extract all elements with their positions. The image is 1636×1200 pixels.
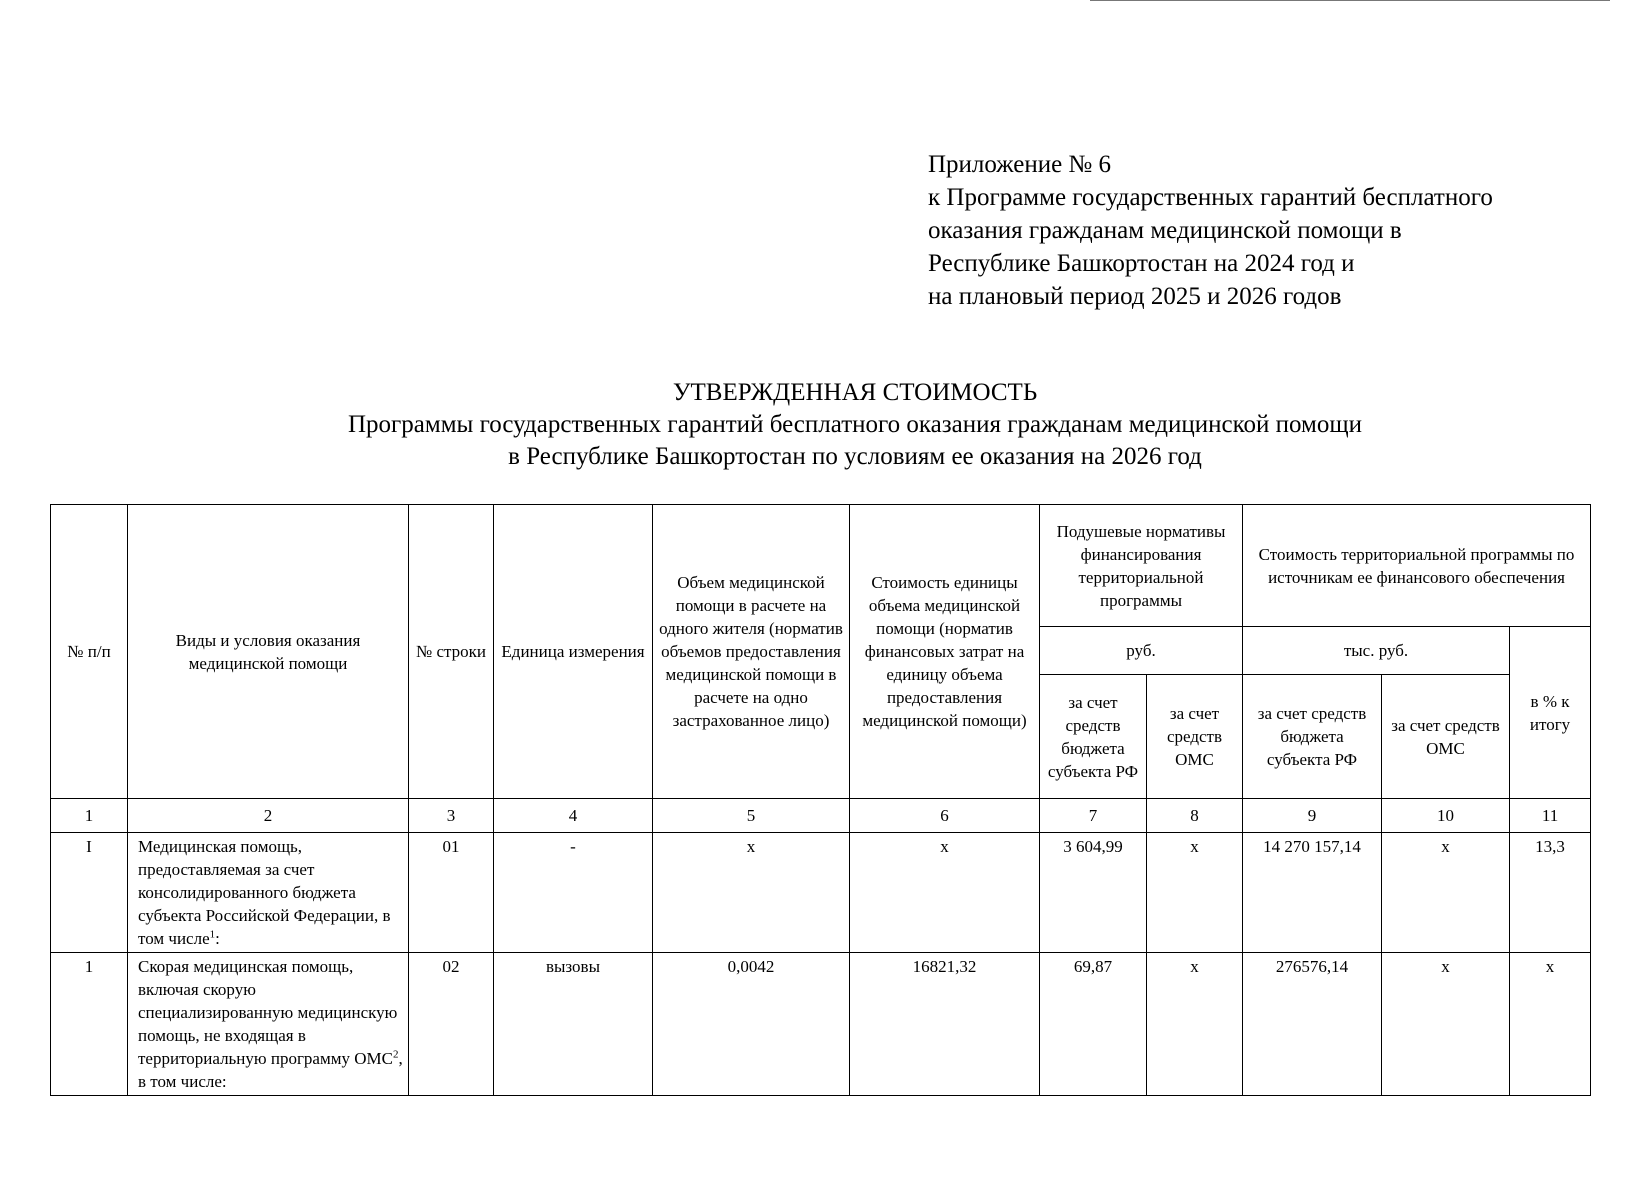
header-num: № п/п: [51, 505, 128, 799]
column-number: 10: [1382, 799, 1510, 833]
cell-type-tail: :: [215, 929, 220, 948]
title-line-3: в Республике Башкортостан по условиям ее оказания на 2026 год: [508, 443, 1202, 470]
column-number: 6: [850, 799, 1040, 833]
cell-type-tail: , в том числе:: [138, 1049, 403, 1091]
cell-unit-cost: 16821,32: [850, 953, 1040, 1096]
column-number: 2: [128, 799, 409, 833]
cell-volume: 0,0042: [653, 953, 850, 1096]
appendix-line: на плановый период 2025 и 2026 годов: [928, 283, 1342, 310]
cell-num: I: [51, 833, 128, 953]
cell-cost-budget: 14 270 157,14: [1243, 833, 1382, 953]
cell-type-text: Медицинская помощь, предоставляемая за счет консолидированного бюджета субъекта Российской Федерации, в том числе: [138, 837, 391, 948]
header-row-1: [51, 505, 1591, 627]
header-per-capita: Подушевые нормативы финансирования территориальной программы: [1040, 505, 1243, 627]
appendix-header: [928, 148, 1493, 313]
header-percent: в % к итогу: [1510, 627, 1591, 799]
column-number: 1: [51, 799, 128, 833]
appendix-line: Приложение № 6: [928, 151, 1112, 178]
cost-table: [50, 504, 1591, 1096]
cell-unit-cost: x: [850, 833, 1040, 953]
column-number: 8: [1147, 799, 1243, 833]
title-line-2: Программы государственных гарантий бесплатного оказания гражданам медицинской помощи: [348, 411, 1362, 438]
table-row: [51, 953, 1591, 1096]
cell-percent: x: [1510, 953, 1591, 1096]
column-number: 9: [1243, 799, 1382, 833]
cell-row-num: 02: [409, 953, 494, 1096]
cell-percent: 13,3: [1510, 833, 1591, 953]
column-number: 3: [409, 799, 494, 833]
table-row: [51, 833, 1591, 953]
header-oms-2: за счет средств ОМС: [1382, 675, 1510, 799]
appendix-line: оказания гражданам медицинской помощи в: [928, 217, 1402, 244]
top-rule: [1090, 0, 1610, 1]
header-budget-rf-1: за счет средств бюджета субъекта РФ: [1040, 675, 1147, 799]
cell-type: [128, 953, 409, 1096]
document-title: [0, 377, 1636, 473]
cell-per-capita-budget: 3 604,99: [1040, 833, 1147, 953]
header-row-num: № строки: [409, 505, 494, 799]
cell-row-num: 01: [409, 833, 494, 953]
cell-per-capita-budget: 69,87: [1040, 953, 1147, 1096]
cell-cost-oms: x: [1382, 953, 1510, 1096]
header-budget-rf-2: за счет средств бюджета субъекта РФ: [1243, 675, 1382, 799]
appendix-line: Республике Башкортостан на 2024 год и: [928, 250, 1355, 277]
column-number: 4: [494, 799, 653, 833]
column-number: 11: [1510, 799, 1591, 833]
footnote-mark: 1: [209, 928, 216, 941]
header-rub: руб.: [1040, 627, 1243, 675]
cell-type-text: Скорая медицинская помощь, включая скорую специализированную медицинскую помощь, не входящая в территориальную программу ОМС: [138, 957, 398, 1068]
header-thous-rub: тыс. руб.: [1243, 627, 1510, 675]
cell-volume: x: [653, 833, 850, 953]
cell-num: 1: [51, 953, 128, 1096]
cell-cost-oms: x: [1382, 833, 1510, 953]
header-unit: Единица измерения: [494, 505, 653, 799]
header-volume: Объем медицинской помощи в расчете на одного жителя (норматив объемов предоставления медицинской помощи в расчете на одно застрахованное лицо): [653, 505, 850, 799]
cell-per-capita-oms: x: [1147, 833, 1243, 953]
header-oms-1: за счет средств ОМС: [1147, 675, 1243, 799]
header-territorial-cost: Стоимость территориальной программы по источникам ее финансового обеспечения: [1243, 505, 1591, 627]
cell-per-capita-oms: x: [1147, 953, 1243, 1096]
column-number-row: [51, 799, 1591, 833]
cell-type: [128, 833, 409, 953]
footnote-mark: 2: [392, 1048, 399, 1061]
column-number: 5: [653, 799, 850, 833]
header-types: Виды и условия оказания медицинской помощи: [128, 505, 409, 799]
header-unit-cost: Стоимость единицы объема медицинской помощи (норматив финансовых затрат на единицу объема предоставления медицинской помощи): [850, 505, 1040, 799]
appendix-line: к Программе государственных гарантий бесплатного: [928, 184, 1493, 211]
title-line-1: УТВЕРЖДЕННАЯ СТОИМОСТЬ: [672, 379, 1038, 406]
column-number: 7: [1040, 799, 1147, 833]
cell-unit: -: [494, 833, 653, 953]
cell-unit: вызовы: [494, 953, 653, 1096]
cell-cost-budget: 276576,14: [1243, 953, 1382, 1096]
